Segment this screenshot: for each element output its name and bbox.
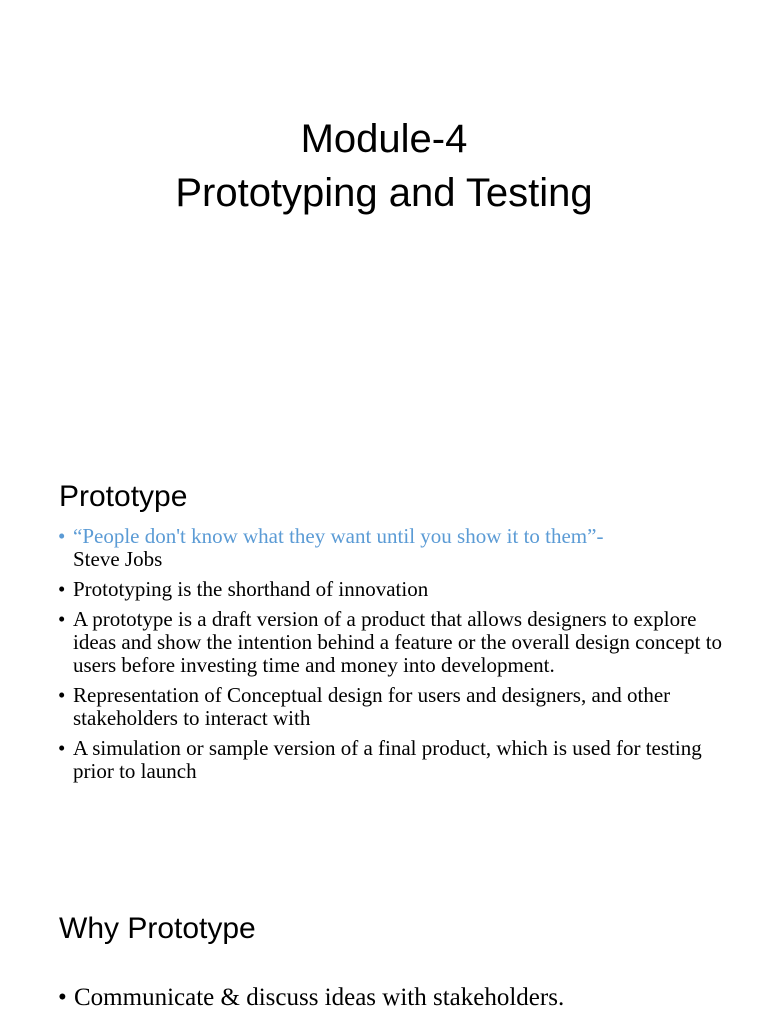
title-line-subject: Prototyping and Testing [175, 171, 593, 215]
bullet-text: Communicate & discuss ideas with stakeholders. [74, 984, 565, 1011]
bullet-dot: • [58, 577, 66, 601]
title-slide [0, 0, 768, 432]
quote-text: “People don't know what they want until you show it to them”- [73, 524, 604, 548]
prototype-slide [0, 433, 768, 865]
bullet-list [58, 525, 738, 790]
quote-author: Steve Jobs [73, 547, 163, 571]
bullet-text: A prototype is a draft version of a product that allows designers to explore ideas and show the intention behind a feature or the overall design concept to users before investing time and money into development. [73, 607, 723, 677]
bullet-item-quote [58, 525, 738, 571]
bullet-dot: • [58, 607, 66, 631]
slide-heading: Prototype [59, 480, 188, 513]
bullet-item [58, 684, 738, 730]
title-line-module: Module-4 [300, 117, 468, 161]
slide-title [0, 112, 768, 220]
bullet-item [58, 608, 738, 677]
bullet-dot: • [58, 524, 66, 548]
bullet-list [58, 983, 738, 1020]
bullet-item [58, 578, 738, 601]
bullet-item [58, 983, 738, 1013]
bullet-text: Representation of Conceptual design for users and designers, and other stakeholders to interact with [73, 683, 671, 730]
bullet-dot: • [58, 984, 67, 1011]
bullet-text: Prototyping is the shorthand of innovation [73, 577, 429, 601]
bullet-item [58, 737, 738, 783]
why-prototype-slide [0, 866, 768, 1024]
bullet-dot: • [58, 736, 66, 760]
slide-heading: Why Prototype [59, 912, 256, 945]
bullet-dot: • [58, 683, 66, 707]
bullet-text: A simulation or sample version of a final product, which is used for testing prior to launch [73, 736, 702, 783]
